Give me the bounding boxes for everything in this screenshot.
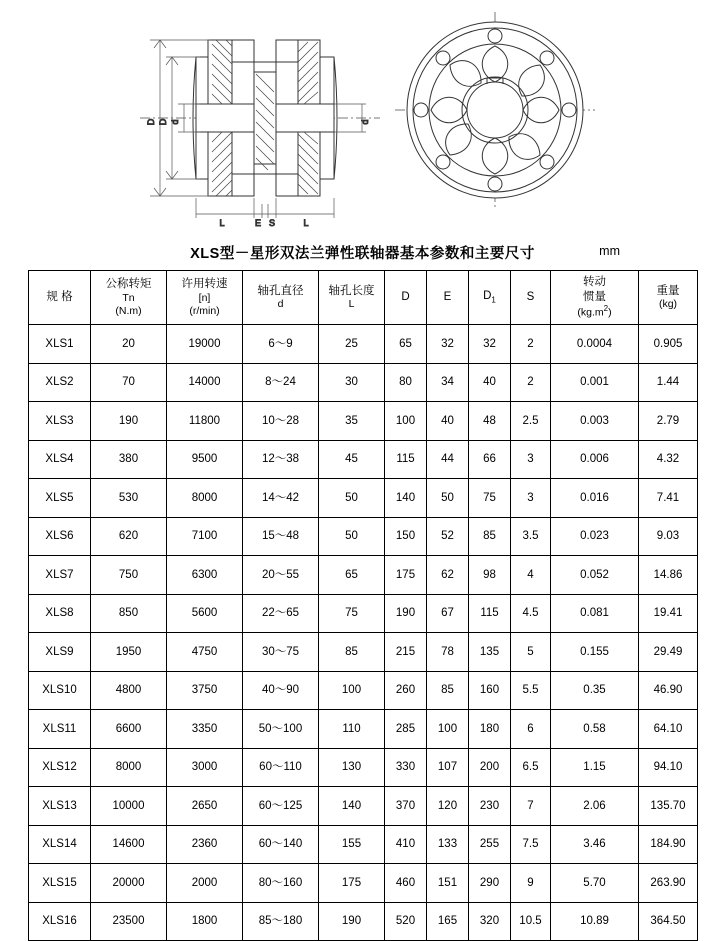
cell-value: 5.5 [511, 671, 551, 710]
cell-value: 10～28 [243, 402, 319, 441]
cell-value: 370 [385, 787, 427, 826]
cell-value: 135.70 [639, 787, 698, 826]
table-row [29, 479, 698, 518]
cell-value: 0.052 [551, 556, 639, 595]
cell-value: 410 [385, 825, 427, 864]
table-row [29, 633, 698, 672]
cell-value: 460 [385, 864, 427, 903]
cell-value: 110 [319, 710, 385, 749]
cell-value: 40 [427, 402, 469, 441]
cell-value: 0.001 [551, 363, 639, 402]
svg-text:d: d [170, 119, 180, 125]
cell-value: 50 [427, 479, 469, 518]
cell-value: 6.5 [511, 748, 551, 787]
cell-value: 100 [319, 671, 385, 710]
table-row [29, 748, 698, 787]
cell-value: 2650 [167, 787, 243, 826]
cell-value: 67 [427, 594, 469, 633]
cell-value: 200 [469, 748, 511, 787]
cell-value: 364.50 [639, 902, 698, 941]
cell-value: 14～42 [243, 479, 319, 518]
cell-value: 30～75 [243, 633, 319, 672]
cell-value: 0.58 [551, 710, 639, 749]
cell-value: 6～9 [243, 325, 319, 364]
cell-value: 85 [319, 633, 385, 672]
unit-label: mm [599, 244, 620, 258]
cell-value: 3000 [167, 748, 243, 787]
cell-value: 0.006 [551, 440, 639, 479]
cell-value: 130 [319, 748, 385, 787]
page-title: XLS型－星形双法兰弹性联轴器基本参数和主要尺寸 [190, 246, 535, 262]
cell-value: 1800 [167, 902, 243, 941]
cell-value: 2 [511, 325, 551, 364]
cell-value: 530 [91, 479, 167, 518]
svg-text:D: D [146, 118, 156, 126]
table-row [29, 825, 698, 864]
cell-value: 2360 [167, 825, 243, 864]
cell-value: 50 [319, 479, 385, 518]
cell-value: 2.06 [551, 787, 639, 826]
cell-value: 135 [469, 633, 511, 672]
cell-value: 8000 [91, 748, 167, 787]
cell-value: 14000 [167, 363, 243, 402]
cell-value: 80 [385, 363, 427, 402]
cell-value: 78 [427, 633, 469, 672]
cell-value: 70 [91, 363, 167, 402]
table-row [29, 440, 698, 479]
cell-value: 66 [469, 440, 511, 479]
cell-value: 14.86 [639, 556, 698, 595]
cell-value: 7100 [167, 517, 243, 556]
cell-value: 3 [511, 479, 551, 518]
svg-text:L: L [219, 218, 225, 228]
cell-value: 48 [469, 402, 511, 441]
cell-value: 100 [385, 402, 427, 441]
cell-value: 20 [91, 325, 167, 364]
cell-value: 290 [469, 864, 511, 903]
cell-value: 98 [469, 556, 511, 595]
table-row [29, 787, 698, 826]
cell-value: 44 [427, 440, 469, 479]
cell-value: 40～90 [243, 671, 319, 710]
cell-value: 115 [385, 440, 427, 479]
cell-value: 255 [469, 825, 511, 864]
cell-value: 7.41 [639, 479, 698, 518]
cell-value: 0.905 [639, 325, 698, 364]
cell-value: 9.03 [639, 517, 698, 556]
cell-value: 175 [319, 864, 385, 903]
cell-value: 0.023 [551, 517, 639, 556]
cell-value: 0.155 [551, 633, 639, 672]
cell-value: 5.70 [551, 864, 639, 903]
cell-value: 184.90 [639, 825, 698, 864]
cell-value: 285 [385, 710, 427, 749]
cell-value: 35 [319, 402, 385, 441]
table-row [29, 325, 698, 364]
cell-value: 20000 [91, 864, 167, 903]
cell-value: 150 [385, 517, 427, 556]
cell-value: 263.90 [639, 864, 698, 903]
cell-value: 0.081 [551, 594, 639, 633]
col-header-D1: $D_1$ [469, 271, 511, 325]
cell-spec: XLS15 [29, 864, 91, 903]
cell-spec: XLS10 [29, 671, 91, 710]
table-row [29, 363, 698, 402]
cell-value: 4 [511, 556, 551, 595]
drawing-svg [0, 0, 725, 232]
cell-value: 15～48 [243, 517, 319, 556]
cell-value: 3 [511, 440, 551, 479]
cell-value: 65 [385, 325, 427, 364]
cell-value: 64.10 [639, 710, 698, 749]
table-row [29, 864, 698, 903]
cell-value: 215 [385, 633, 427, 672]
cell-value: 330 [385, 748, 427, 787]
cell-value: 20～55 [243, 556, 319, 595]
table-body [29, 325, 698, 941]
cell-value: 60～110 [243, 748, 319, 787]
cell-value: 115 [469, 594, 511, 633]
cell-spec: XLS16 [29, 902, 91, 941]
cell-value: 7.5 [511, 825, 551, 864]
cell-value: 2.5 [511, 402, 551, 441]
cell-spec: XLS3 [29, 402, 91, 441]
cell-value: 8～24 [243, 363, 319, 402]
cell-spec: XLS9 [29, 633, 91, 672]
cell-value: 4.32 [639, 440, 698, 479]
cell-value: 2000 [167, 864, 243, 903]
cell-value: 19000 [167, 325, 243, 364]
cell-value: 3350 [167, 710, 243, 749]
table-row [29, 671, 698, 710]
cell-value: 6 [511, 710, 551, 749]
cell-value: 1.44 [639, 363, 698, 402]
cell-value: 133 [427, 825, 469, 864]
col-header-bore-length: 轴孔长度 L [319, 271, 385, 325]
cell-value: 30 [319, 363, 385, 402]
cell-value: 85 [469, 517, 511, 556]
cell-value: 100 [427, 710, 469, 749]
cell-value: 10.5 [511, 902, 551, 941]
cell-value: 190 [319, 902, 385, 941]
cell-value: 140 [319, 787, 385, 826]
cell-spec: XLS13 [29, 787, 91, 826]
coupling-drawing [0, 0, 725, 232]
cell-value: 0.35 [551, 671, 639, 710]
cell-value: 65 [319, 556, 385, 595]
cell-value: 4800 [91, 671, 167, 710]
cell-value: 40 [469, 363, 511, 402]
cell-value: 50～100 [243, 710, 319, 749]
cell-value: 14600 [91, 825, 167, 864]
svg-text:E: E [254, 218, 262, 228]
cell-value: 175 [385, 556, 427, 595]
cell-value: 3750 [167, 671, 243, 710]
cell-value: 8000 [167, 479, 243, 518]
cell-value: 160 [469, 671, 511, 710]
cell-value: 32 [469, 325, 511, 364]
table-row [29, 902, 698, 941]
cell-value: 19.41 [639, 594, 698, 633]
col-header-bore-diameter: 轴孔直径 d [243, 271, 319, 325]
cell-value: 6300 [167, 556, 243, 595]
cell-value: 45 [319, 440, 385, 479]
cell-value: 0.016 [551, 479, 639, 518]
cell-value: 10000 [91, 787, 167, 826]
cell-value: 62 [427, 556, 469, 595]
cell-spec: XLS11 [29, 710, 91, 749]
cell-value: 4.5 [511, 594, 551, 633]
cell-value: 46.90 [639, 671, 698, 710]
cell-spec: XLS5 [29, 479, 91, 518]
cell-value: 12～38 [243, 440, 319, 479]
cell-value: 22～65 [243, 594, 319, 633]
cell-value: 52 [427, 517, 469, 556]
cell-value: 9500 [167, 440, 243, 479]
cell-value: 2.79 [639, 402, 698, 441]
cell-value: 29.49 [639, 633, 698, 672]
cell-value: 10.89 [551, 902, 639, 941]
cell-value: 6600 [91, 710, 167, 749]
col-header-inertia: 转动 惯量 $(kg.m^2)$ [551, 271, 639, 325]
cell-value: 80～160 [243, 864, 319, 903]
cell-value: 120 [427, 787, 469, 826]
svg-text:S: S [268, 218, 276, 228]
table-row [29, 556, 698, 595]
cell-value: 85 [427, 671, 469, 710]
svg-text:D: D [158, 118, 168, 126]
svg-text:d: d [360, 119, 370, 125]
cell-value: 75 [469, 479, 511, 518]
cell-value: 60～140 [243, 825, 319, 864]
table-header-row [29, 271, 698, 325]
col-header-weight: 重量 (kg) [639, 271, 698, 325]
cell-spec: XLS1 [29, 325, 91, 364]
cell-value: 32 [427, 325, 469, 364]
cell-value: 0.0004 [551, 325, 639, 364]
cell-value: 0.003 [551, 402, 639, 441]
cell-value: 4750 [167, 633, 243, 672]
cell-value: 60～125 [243, 787, 319, 826]
cell-value: 5600 [167, 594, 243, 633]
col-header-S: S [511, 271, 551, 325]
cell-value: 9 [511, 864, 551, 903]
cell-value: 140 [385, 479, 427, 518]
cell-value: 107 [427, 748, 469, 787]
cell-spec: XLS2 [29, 363, 91, 402]
cell-spec: XLS6 [29, 517, 91, 556]
cell-value: 380 [91, 440, 167, 479]
table-row [29, 517, 698, 556]
cell-value: 85～180 [243, 902, 319, 941]
cell-value: 94.10 [639, 748, 698, 787]
cell-value: 155 [319, 825, 385, 864]
parameters-table [28, 270, 698, 941]
col-header-E: E [427, 271, 469, 325]
cell-value: 2 [511, 363, 551, 402]
svg-text:L: L [303, 218, 309, 228]
cell-spec: XLS8 [29, 594, 91, 633]
cell-value: 190 [91, 402, 167, 441]
cell-value: 3.46 [551, 825, 639, 864]
cell-value: 620 [91, 517, 167, 556]
cell-value: 25 [319, 325, 385, 364]
table-row [29, 402, 698, 441]
cell-spec: XLS7 [29, 556, 91, 595]
cell-value: 260 [385, 671, 427, 710]
cell-value: 50 [319, 517, 385, 556]
cell-spec: XLS14 [29, 825, 91, 864]
table-row [29, 710, 698, 749]
cell-value: 7 [511, 787, 551, 826]
cell-value: 520 [385, 902, 427, 941]
cell-value: 180 [469, 710, 511, 749]
cell-value: 75 [319, 594, 385, 633]
cell-value: 750 [91, 556, 167, 595]
cell-value: 1.15 [551, 748, 639, 787]
cell-value: 23500 [91, 902, 167, 941]
cell-value: 230 [469, 787, 511, 826]
cell-value: 190 [385, 594, 427, 633]
cell-value: 850 [91, 594, 167, 633]
cell-value: 165 [427, 902, 469, 941]
cell-value: 11800 [167, 402, 243, 441]
cell-value: 34 [427, 363, 469, 402]
cell-value: 5 [511, 633, 551, 672]
col-header-spec: 规 格 [29, 271, 91, 325]
col-header-D: D [385, 271, 427, 325]
col-header-torque: 公称转矩 Tn (N.m) [91, 271, 167, 325]
table-title-row [0, 236, 725, 270]
cell-value: 1950 [91, 633, 167, 672]
cell-spec: XLS12 [29, 748, 91, 787]
parameters-table-wrap [0, 270, 725, 941]
cell-value: 320 [469, 902, 511, 941]
table-row [29, 594, 698, 633]
col-header-speed: 许用转速 [n] (r/min) [167, 271, 243, 325]
cell-spec: XLS4 [29, 440, 91, 479]
cell-value: 3.5 [511, 517, 551, 556]
cell-value: 151 [427, 864, 469, 903]
